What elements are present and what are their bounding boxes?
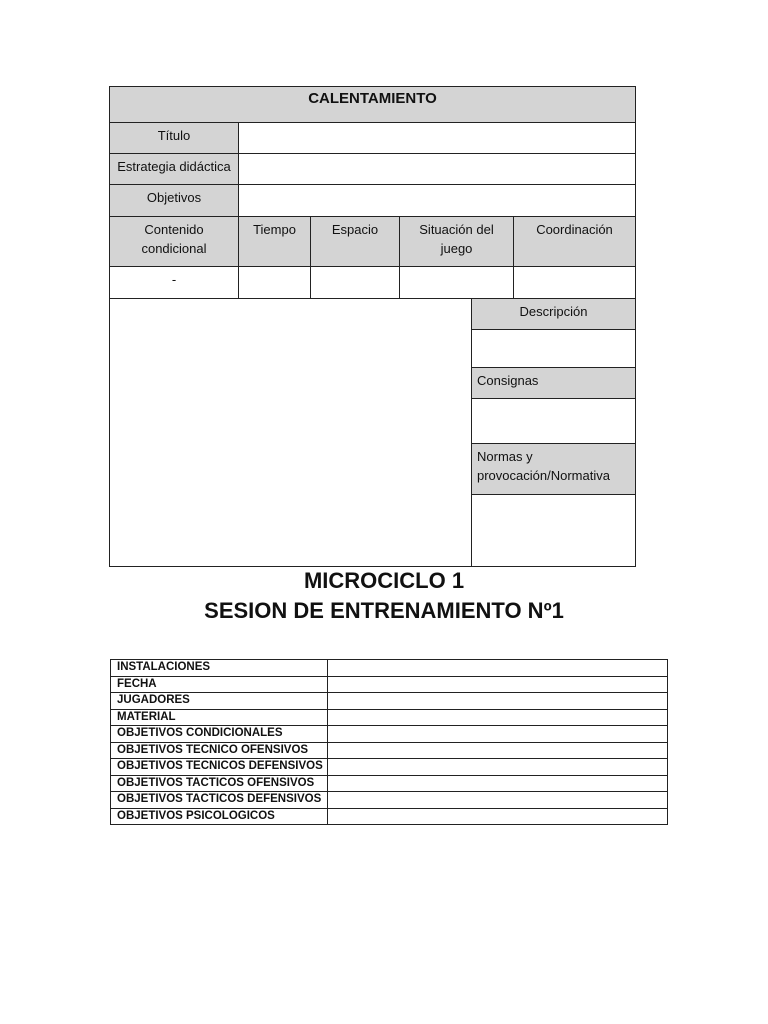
normas-label [471, 443, 636, 495]
row-label: OBJETIVOS TECNICO OFENSIVOS [111, 742, 328, 759]
row-label: OBJETIVOS CONDICIONALES [111, 726, 328, 743]
table-row [111, 726, 668, 743]
row-value[interactable] [328, 792, 668, 809]
row-value[interactable] [328, 742, 668, 759]
drawing-area[interactable] [109, 298, 472, 567]
row-value[interactable] [328, 676, 668, 693]
coordinacion-value-cell[interactable] [513, 266, 636, 299]
table-row [111, 676, 668, 693]
table-row [111, 792, 668, 809]
row-label: OBJETIVOS PSICOLOGICOS [111, 808, 328, 825]
col-tiempo: Tiempo [238, 216, 311, 267]
row-label-estrategia: Estrategia didáctica [109, 153, 239, 185]
session-title: SESION DE ENTRENAMIENTO Nº1 [204, 598, 564, 623]
table-row [111, 660, 668, 677]
col-contenido-condicional [109, 216, 239, 267]
normas-field[interactable] [471, 494, 636, 567]
row-label: JUGADORES [111, 693, 328, 710]
titulo-field[interactable] [238, 122, 636, 154]
row-label-objetivos: Objetivos [109, 184, 239, 217]
row-value[interactable] [328, 693, 668, 710]
row-value[interactable] [328, 775, 668, 792]
table-row [111, 808, 668, 825]
row-label: MATERIAL [111, 709, 328, 726]
session-info-table [110, 659, 668, 825]
espacio-value-cell[interactable] [310, 266, 400, 299]
descripcion-field[interactable] [471, 329, 636, 368]
consignas-field[interactable] [471, 398, 636, 444]
col-situacion-line2: juego [440, 241, 473, 256]
estrategia-field[interactable] [238, 153, 636, 185]
row-value[interactable] [328, 759, 668, 776]
row-value[interactable] [328, 660, 668, 677]
col-situacion-juego [399, 216, 514, 267]
table-row [111, 775, 668, 792]
contenido-value-cell[interactable]: - [109, 266, 239, 299]
col-espacio: Espacio [310, 216, 400, 267]
row-label: OBJETIVOS TECNICOS DEFENSIVOS [111, 759, 328, 776]
consignas-label: Consignas [471, 367, 636, 399]
row-label: OBJETIVOS TACTICOS DEFENSIVOS [111, 792, 328, 809]
row-value[interactable] [328, 726, 668, 743]
objetivos-field[interactable] [238, 184, 636, 217]
row-label: OBJETIVOS TACTICOS OFENSIVOS [111, 775, 328, 792]
situacion-value-cell[interactable] [399, 266, 514, 299]
col-situacion-line1: Situación del [419, 222, 494, 237]
col-contenido-line2: condicional [141, 241, 207, 256]
microciclo-title: MICROCICLO 1 [303, 568, 465, 593]
row-label: INSTALACIONES [111, 660, 328, 677]
row-value[interactable] [328, 709, 668, 726]
row-label: FECHA [111, 676, 328, 693]
tiempo-value-cell[interactable] [238, 266, 311, 299]
row-value[interactable] [328, 808, 668, 825]
normas-line2: provocación/Normativa [477, 468, 610, 483]
row-label-titulo: Título [109, 122, 239, 154]
col-coordinacion: Coordinación [513, 216, 636, 267]
table-row [111, 693, 668, 710]
table-row [111, 759, 668, 776]
warmup-heading: CALENTAMIENTO [109, 86, 636, 123]
table-row [111, 709, 668, 726]
col-contenido-line1: Contenido [144, 222, 204, 237]
normas-line1: Normas y [477, 449, 533, 464]
table-row [111, 742, 668, 759]
descripcion-label: Descripción [471, 298, 636, 330]
